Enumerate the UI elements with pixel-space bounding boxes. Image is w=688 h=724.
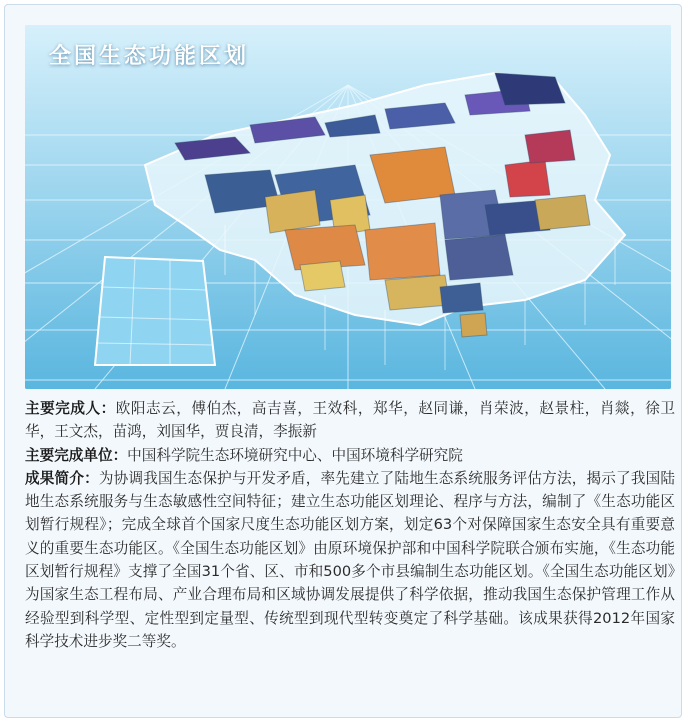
- inset-box: [95, 257, 215, 365]
- summary-text: 为协调我国生态保护与开发矛盾，率先建立了陆地生态系统服务评估方法，揭示了我国陆地生态系统服务与生态敏感性空间特征；建立生态功能区划理论、程序与方法，编制了《生态功能区划暂行规程》；完成全球首个国家尺度生态功能区划方案，划定63个对保障国家生态安全具有重要意义的重要生态功能区。《全国生态功能区划》由原环境保护部和中国科学院联合颁布实施，《生态功能区划暂行规程》支撑了全国31个省、区、市和500多个市县编制生态功能区划。《全国生态功能区划》为国家生态工程布局、产业合理布局和区域协调发展提供了科学依据，推动我国生态保护管理工作从经验型到科学型、定性型到定量型、传统型到现代型转变奠定了科学基础。该成果获得2012年国家科学技术进步奖二等奖。: [25, 469, 675, 650]
- ecological-zoning-map-image: [25, 25, 671, 389]
- summary-paragraph: [25, 467, 675, 653]
- people-label: 主要完成人：: [25, 400, 116, 417]
- figure-title: 全国生态功能区划: [49, 44, 250, 69]
- people-paragraph: [25, 397, 675, 444]
- units-list: 中国科学院生态环境研究中心、中国环境科学研究院: [127, 446, 463, 464]
- summary-label: 成果简介：: [25, 469, 99, 487]
- map-figure: [25, 25, 671, 389]
- units-paragraph: [25, 444, 675, 467]
- content-card: [4, 4, 682, 718]
- description-block: [25, 397, 675, 653]
- units-label: 主要完成单位：: [25, 446, 128, 464]
- people-list: 欧阳志云，傅伯杰，高吉喜，王效科，郑华，赵同谦，肖荣波，赵景柱，肖燚，徐卫华，王文杰，苗鸿，刘国华，贾良清，李振新: [25, 400, 675, 441]
